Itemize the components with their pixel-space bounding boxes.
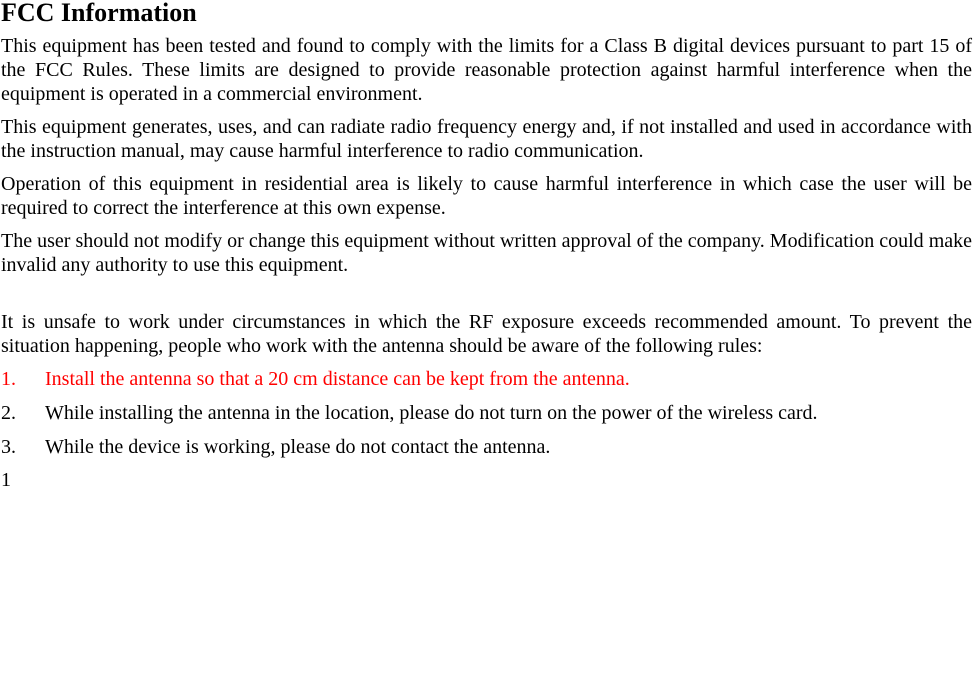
paragraph-residential: Operation of this equipment in residential area is likely to cause harmful interference in which case the user will be required to correct the interference at this own expense.	[1, 173, 972, 219]
rule-number: 3.	[1, 436, 16, 458]
rule-item-3	[1, 435, 972, 459]
paragraph-radio-energy: This equipment generates, uses, and can radiate radio frequency energy and, if not installed and used in accordance with the instruction manual, may cause harmful interference to radio communication.	[1, 116, 972, 162]
document-page	[1, 0, 972, 492]
rule-text: Install the antenna so that a 20 cm distance can be kept from the antenna.	[45, 368, 630, 390]
document-title: FCC Information	[1, 0, 197, 27]
rules-list	[1, 367, 972, 459]
rule-text: While the device is working, please do not contact the antenna.	[45, 436, 551, 458]
page-number: 1	[1, 469, 11, 491]
rule-text: While installing the antenna in the location, please do not turn on the power of the wireless card.	[45, 402, 818, 424]
rule-number: 2.	[1, 402, 16, 424]
rule-item-2	[1, 401, 972, 425]
paragraph-rf-exposure: It is unsafe to work under circumstances in which the RF exposure exceeds recommended amount. To prevent the situation happening, people who work with the antenna should be aware of the following rules:	[1, 311, 972, 357]
paragraph-compliance: This equipment has been tested and found to comply with the limits for a Class B digital devices pursuant to part 15 of the FCC Rules. These limits are designed to provide reasonable protection against harmful interference when the equipment is operated in a commercial environment.	[1, 35, 972, 105]
rule-number: 1.	[1, 368, 16, 390]
paragraph-modification: The user should not modify or change this equipment without written approval of the company. Modification could make invalid any authority to use this equipment.	[1, 230, 972, 276]
rule-item-1	[1, 367, 972, 391]
